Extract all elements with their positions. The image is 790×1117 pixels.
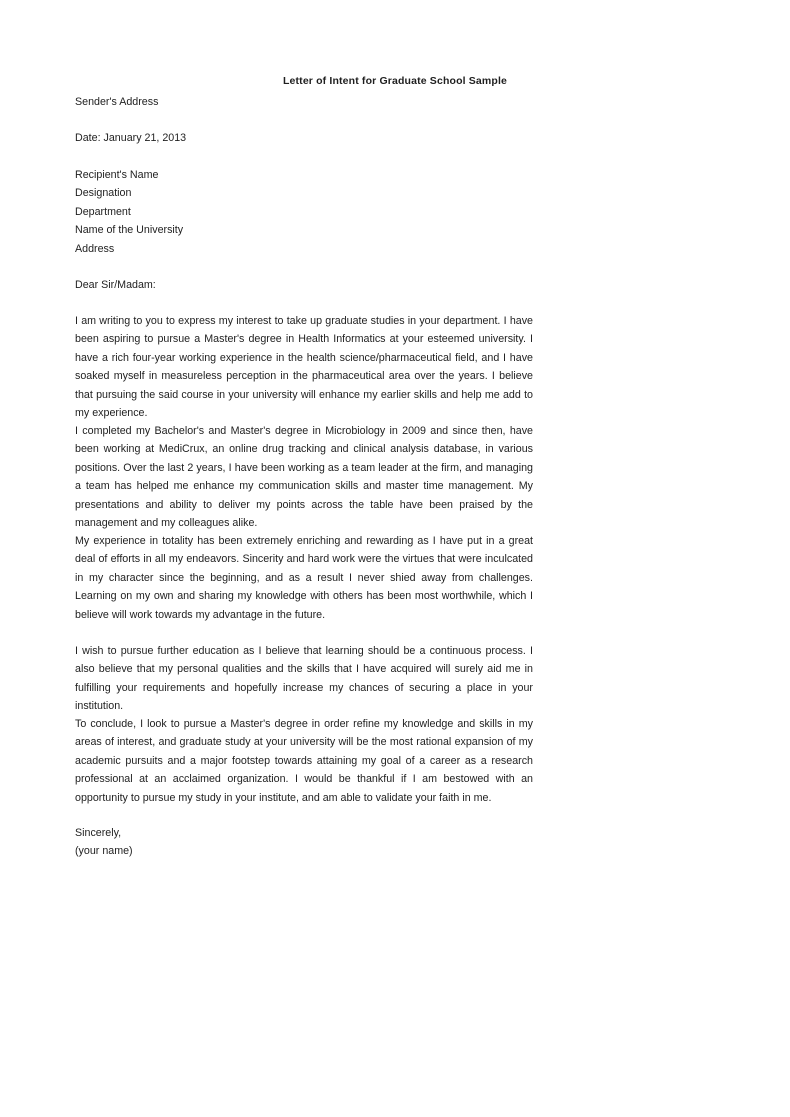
recipient-designation: Designation [75, 187, 132, 200]
recipient-university: Name of the University [75, 224, 184, 237]
recipient-department: Department [75, 205, 131, 218]
sender-address [75, 93, 533, 111]
body-paragraph-5: To conclude, I look to pursue a Master's degree in order refine my knowledge and skills in my areas of interest, and graduate study at your university will be the most rational expansion of my academic pursuits and a major footstep towards attaining my goal of a career as a research professional at an acclaimed organization. I would be thankful if I am bestowed with an opportunity to pursue my study in your institute, and am able to validate your faith in me. [75, 718, 533, 804]
recipient-name: Recipient's Name [75, 169, 159, 181]
closing-text: Sincerely, [75, 827, 122, 839]
closing-block [75, 824, 533, 861]
recipient-block [75, 166, 533, 258]
body-paragraph-4: I wish to pursue further education as I believe that learning should be a continuous process. I also believe that my personal qualities and the skills that I have acquired will surely aid me in fulfilling your requirements and hopefully increase my chances of securing a place in your institution. [75, 645, 533, 713]
salutation-text: Dear Sir/Madam: [75, 279, 156, 291]
document-title: Letter of Intent for Graduate School Sample [282, 75, 508, 87]
salutation [75, 276, 533, 294]
signature-text: (your name) [75, 845, 133, 858]
recipient-address: Address [75, 242, 115, 255]
body-paragraph-2: I completed my Bachelor's and Master's degree in Microbiology in 2009 and since then, have been working at MediCrux, an online drug tracking and clinical analysis database, in various positions. Over the last 2 years, I have been working as a team leader at the firm, and managing a team has helped me enhance my communication skills and master time management. My presentations and ability to deliver my points across the table have been praised by the management and my colleagues alike. [75, 425, 533, 530]
date-text: Date: January 21, 2013 [75, 132, 187, 144]
body-paragraph-1: I am writing to you to express my interest to take up graduate studies in your department. I have been aspiring to pursue a Master's degree in Health Informatics at your esteemed university. I have a rich four-year working experience in the health science/pharmaceutical field, and I have soaked myself in measureless perception in the pharmaceutical area over the years. I believe that pursuing the said course in your university will enhance my earlier skills and help me add to my experience. [75, 315, 533, 420]
letter-date [75, 129, 533, 147]
sender-address-text: Sender's Address [75, 96, 159, 108]
body-paragraph-3: My experience in totality has been extremely enriching and rewarding as I have put in a great deal of efforts in all my endeavors. Sincerity and hard work were the virtues that were inculcated in my character since the beginning, and as a result I never shied away from challenges. Learning on my own and sharing my knowledge with others has been most worthwhile, which I believe will work towards my advantage in the future. [75, 535, 533, 621]
